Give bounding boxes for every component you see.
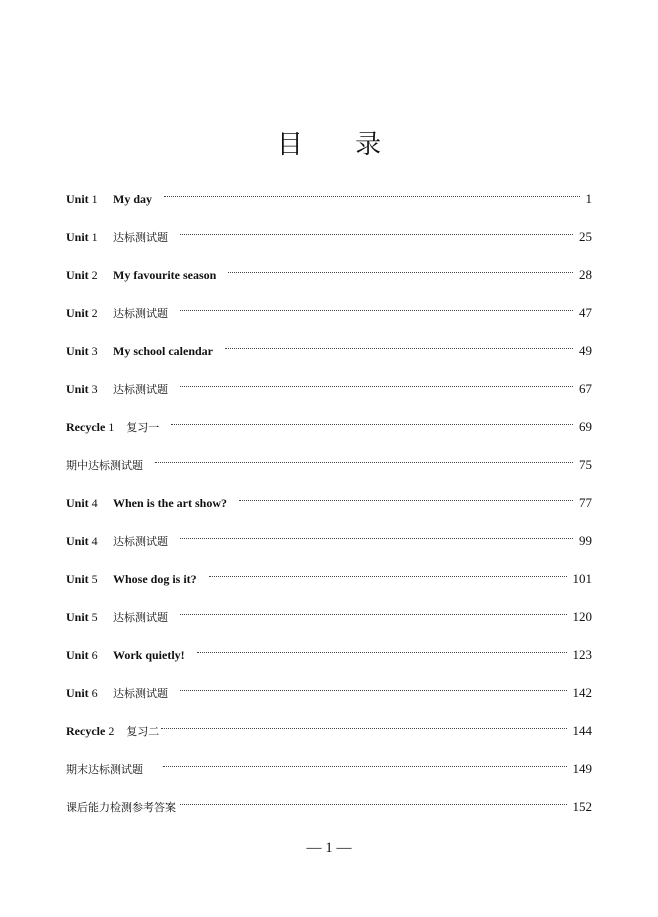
dot-leader <box>180 538 573 539</box>
page-number: 67 <box>579 381 592 396</box>
dot-leader <box>164 196 580 197</box>
toc-entry-label <box>66 381 168 397</box>
page-number: 101 <box>572 571 592 586</box>
page-number: 144 <box>572 723 592 738</box>
dot-leader <box>180 234 573 235</box>
unit-code: Unit 3 <box>66 381 98 396</box>
page-number: 49 <box>579 343 592 358</box>
dot-leader <box>209 576 567 577</box>
dot-leader <box>180 310 573 311</box>
page-number: 77 <box>579 495 592 510</box>
dot-leader <box>180 690 567 691</box>
dot-leader <box>161 728 566 729</box>
page-number: 123 <box>572 647 592 662</box>
entry-title: My school calendar <box>113 343 213 358</box>
toc-entry-label <box>66 572 197 587</box>
toc-entry-label <box>66 268 216 283</box>
toc-entry-label <box>66 533 168 549</box>
entry-title: 达标测试题 <box>113 307 168 320</box>
dot-leader <box>171 424 573 425</box>
toc-entry[interactable] <box>66 218 592 256</box>
toc-list <box>66 180 592 826</box>
entry-title: 复习一 <box>126 421 160 434</box>
toc-entry-label <box>66 723 159 739</box>
page-number: 75 <box>579 457 592 472</box>
dot-leader <box>155 462 573 463</box>
toc-entry-label <box>66 648 185 663</box>
unit-code: Unit 4 <box>66 495 98 510</box>
dot-leader <box>180 804 567 805</box>
unit-code: Recycle 2 <box>66 723 115 738</box>
toc-entry-label <box>66 799 176 815</box>
entry-title: My favourite season <box>113 267 217 282</box>
entry-title: 达标测试题 <box>113 687 168 700</box>
dot-leader <box>225 348 573 349</box>
toc-entry[interactable] <box>66 788 592 826</box>
unit-code: Unit 5 <box>66 571 98 586</box>
toc-entry-label <box>66 685 168 701</box>
toc-entry-label <box>66 761 143 777</box>
toc-entry-label <box>66 496 227 511</box>
toc-entry-label <box>66 305 168 321</box>
unit-code: Unit 5 <box>66 609 98 624</box>
toc-entry[interactable] <box>66 636 592 674</box>
entry-title: 课后能力检测参考答案 <box>66 801 176 814</box>
unit-code: Unit 2 <box>66 305 98 320</box>
unit-code: Unit 4 <box>66 533 98 548</box>
toc-entry[interactable] <box>66 750 592 788</box>
entry-title: 达标测试题 <box>113 611 168 624</box>
toc-entry[interactable] <box>66 446 592 484</box>
toc-entry[interactable] <box>66 180 592 218</box>
toc-entry[interactable] <box>66 256 592 294</box>
page-number: 1 <box>585 191 592 206</box>
page-number: 47 <box>579 305 592 320</box>
unit-code: Unit 1 <box>66 191 98 206</box>
entry-title: Whose dog is it? <box>113 571 197 586</box>
unit-code: Unit 3 <box>66 343 98 358</box>
toc-entry[interactable] <box>66 560 592 598</box>
toc-entry[interactable] <box>66 370 592 408</box>
page-number: 149 <box>572 761 592 776</box>
entry-title: 期中达标测试题 <box>66 459 143 472</box>
toc-entry[interactable] <box>66 484 592 522</box>
entry-title: 复习二 <box>126 725 160 738</box>
page-number: 99 <box>579 533 592 548</box>
page-number: 25 <box>579 229 592 244</box>
toc-entry-label <box>66 229 168 245</box>
dot-leader <box>228 272 573 273</box>
unit-code: Unit 6 <box>66 647 98 662</box>
unit-code: Unit 2 <box>66 267 98 282</box>
toc-entry-label <box>66 457 143 473</box>
dot-leader <box>163 766 567 767</box>
toc-entry[interactable] <box>66 294 592 332</box>
toc-entry-label <box>66 192 152 207</box>
dot-leader <box>180 386 573 387</box>
toc-entry-label <box>66 419 159 435</box>
toc-entry[interactable] <box>66 674 592 712</box>
entry-title: 达标测试题 <box>113 535 168 548</box>
unit-code: Unit 1 <box>66 229 98 244</box>
entry-title: 期末达标测试题 <box>66 763 143 776</box>
toc-entry[interactable] <box>66 408 592 446</box>
toc-entry-label <box>66 609 168 625</box>
dot-leader <box>180 614 567 615</box>
page-number: 69 <box>579 419 592 434</box>
dot-leader <box>239 500 573 501</box>
toc-entry-label <box>66 344 213 359</box>
unit-code: Recycle 1 <box>66 419 115 434</box>
entry-title: When is the art show? <box>113 495 228 510</box>
entry-title: 达标测试题 <box>113 231 168 244</box>
page-title: 目 录 <box>276 130 404 160</box>
page-number: 142 <box>572 685 592 700</box>
entry-title: 达标测试题 <box>113 383 168 396</box>
entry-title: Work quietly! <box>113 647 185 662</box>
page-number: 152 <box>572 799 592 814</box>
entry-title: My day <box>113 191 152 206</box>
dot-leader <box>197 652 567 653</box>
page-footer-number: — 1 — <box>306 840 352 856</box>
toc-entry[interactable] <box>66 522 592 560</box>
toc-entry[interactable] <box>66 712 592 750</box>
toc-entry[interactable] <box>66 332 592 370</box>
page-number: 120 <box>572 609 592 624</box>
toc-entry[interactable] <box>66 598 592 636</box>
unit-code: Unit 6 <box>66 685 98 700</box>
page-number: 28 <box>579 267 592 282</box>
